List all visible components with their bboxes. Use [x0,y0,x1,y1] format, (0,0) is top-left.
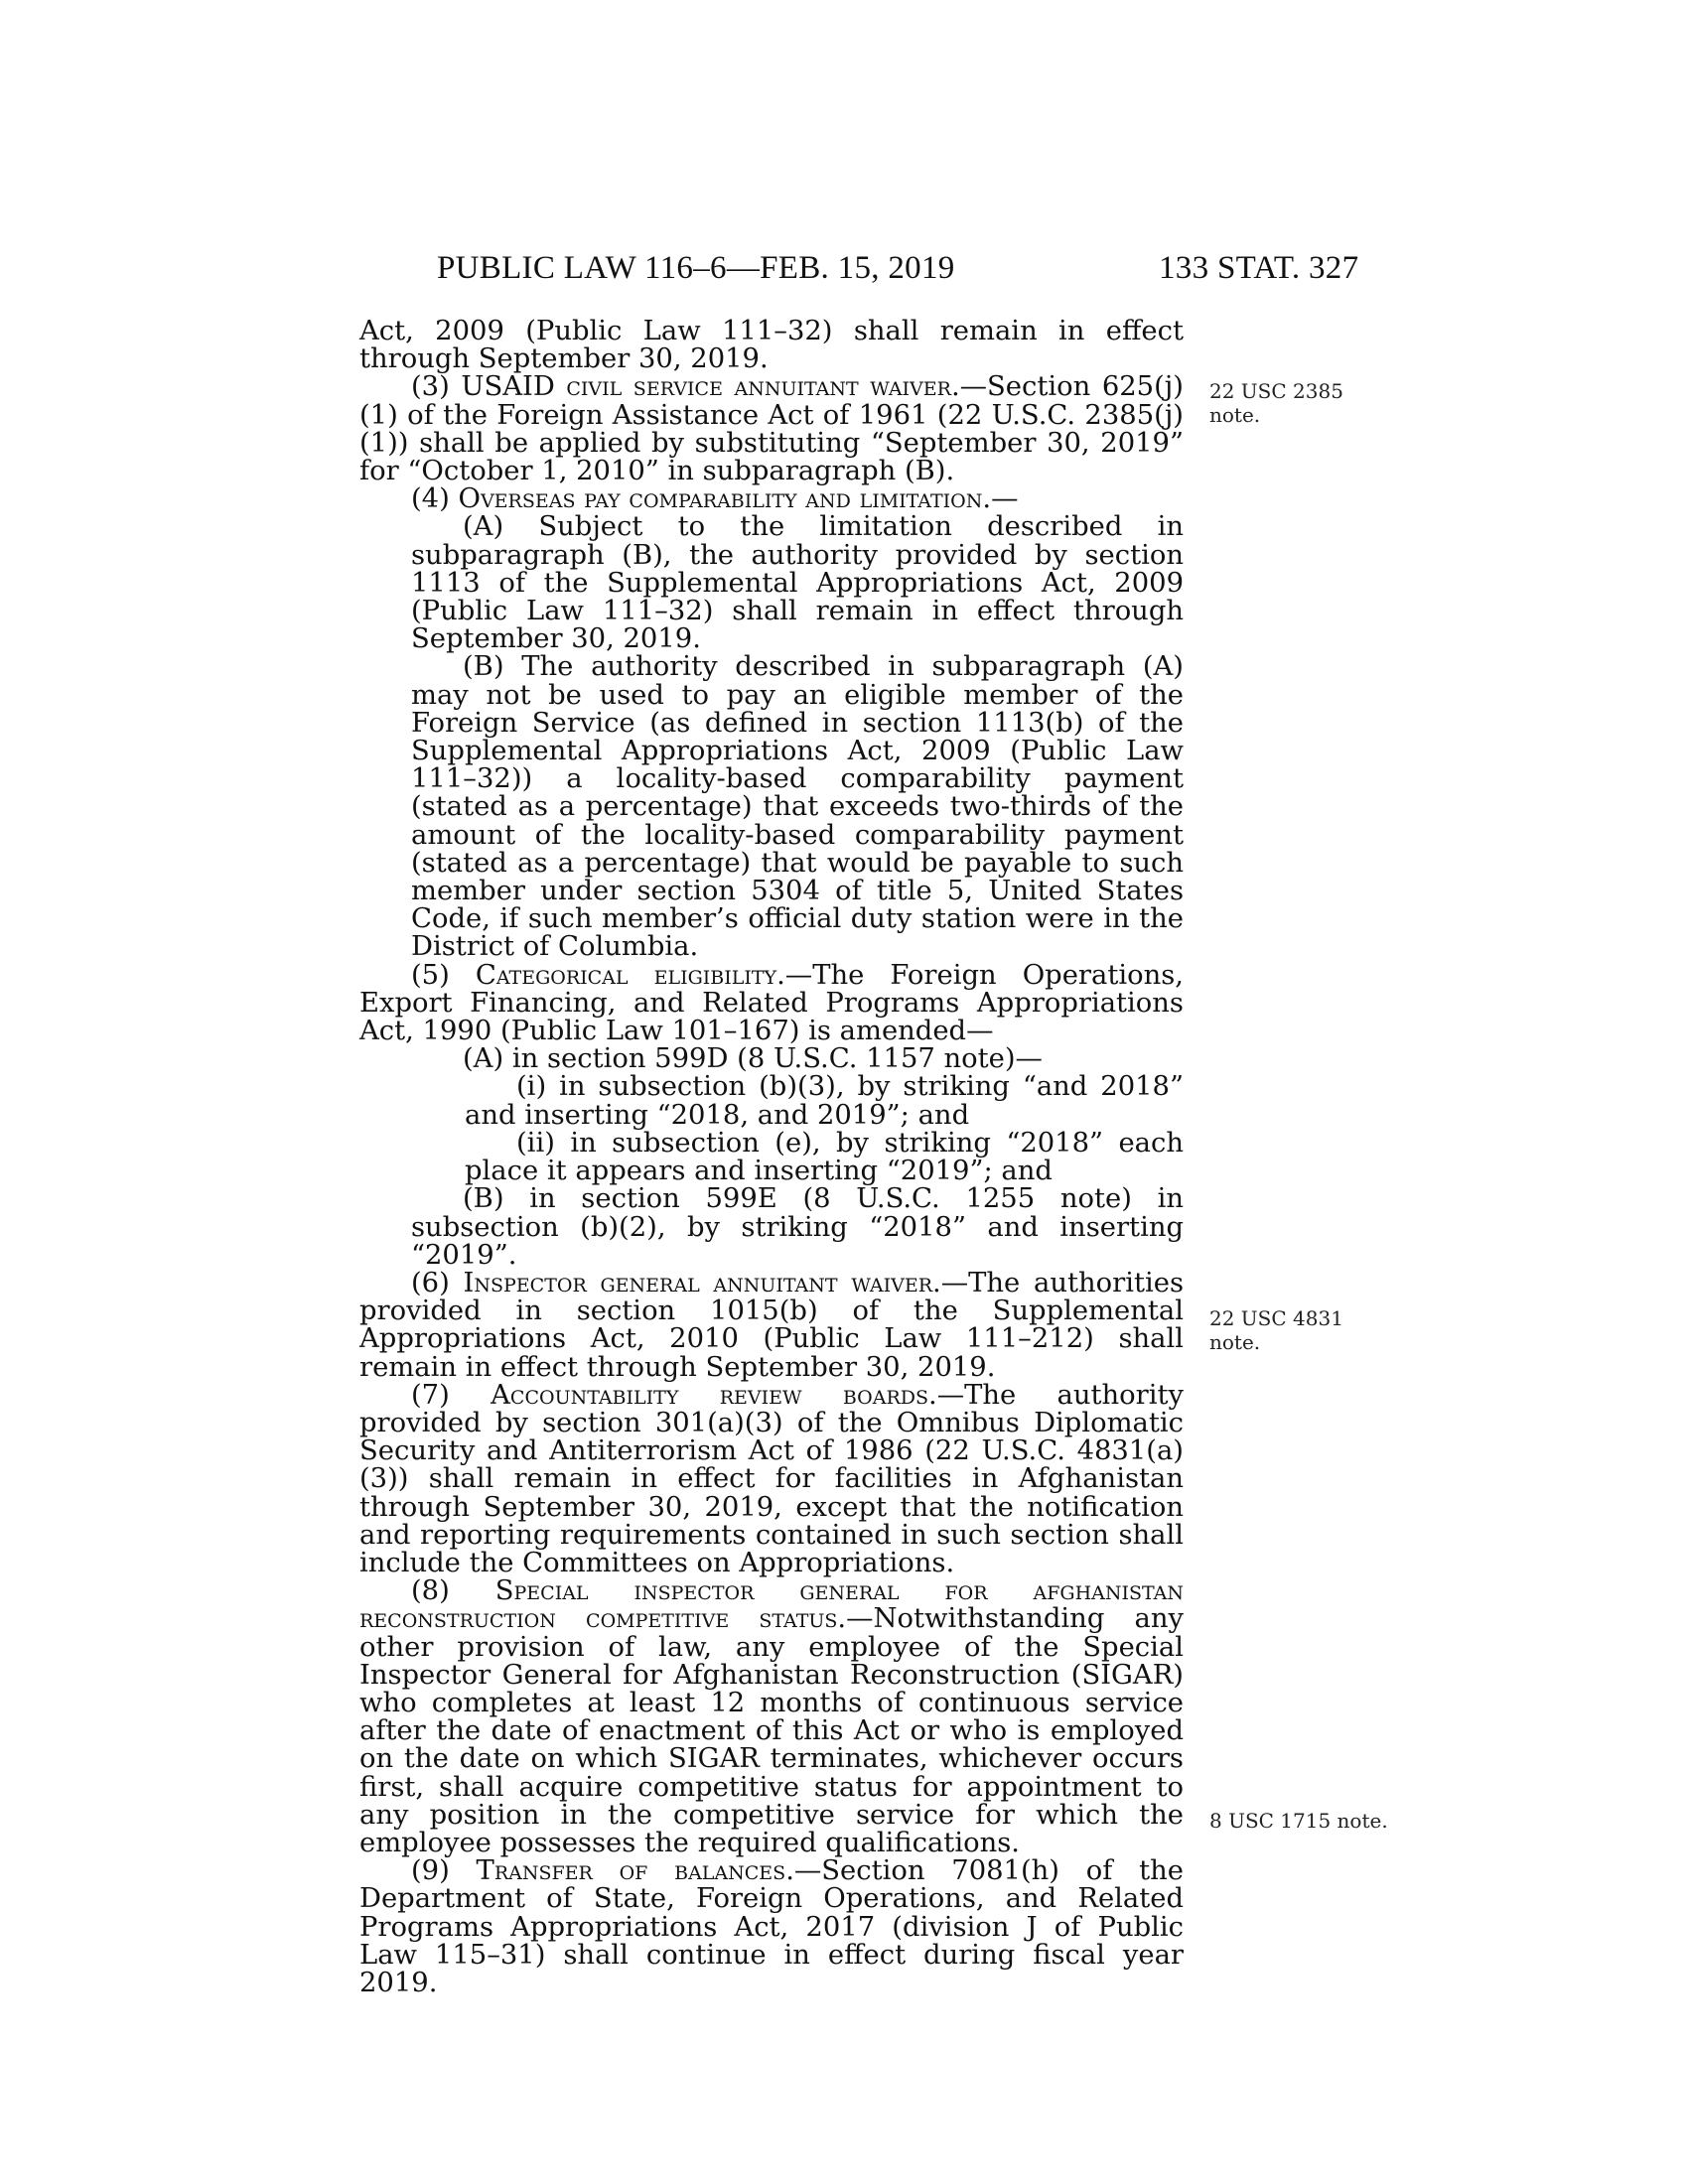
margin-note-suffix: note. [1209,1330,1261,1354]
paragraph-7-heading: (7) Accountability review boards. [411,1379,937,1411]
paragraph-3 [359,373,1184,485]
subparagraph-5b: (B) in section 599E (8 U.S.C. 1255 note) in subsection (b)(2), by striking “2018” and inserting “2019”. [411,1183,1184,1271]
margin-note-8-usc-1715: 8 USC 1715 note. [1209,1809,1388,1833]
paragraph-5-text: —The Foreign Operations, Export Financing, and Related Programs Appropriations Act, 1990 (Public Law 101–167) is amended— [359,959,1184,1047]
page-number-stat: 133 STAT. 327 [1159,250,1359,286]
paragraph-6-heading: (6) Inspector general annuitant waiver. [411,1267,941,1298]
clause-5a-i: (i) in subsection (b)(3), by striking “and 2018” and inserting “2018, and 2019”; and [465,1071,1184,1131]
paragraph-8-text: —Notwithstanding any other provision of law, any employee of the Special Inspector General for Afghanistan Reconstruction (SIGAR) who completes at least 12 months of continuous service after the date of enactment of this Act or who is employed on the date on which SIGAR terminates, whichever occurs first, shall acquire competitive status for appointment to any position in the competitive service for which the employee possesses the required qualifications. [359,1603,1184,1858]
margin-note-22-usc-2385 [1209,379,1343,427]
paragraph-9-text: —Section 7081(h) of the Department of State, Foreign Operations, and Related Programs Appropriations Act, 2017 (division J of Public Law 115–31) shall continue in effect during fiscal year 2019. [359,1855,1184,1998]
paragraph-4-dash: — [991,483,1019,515]
subparagraph-4b: (B) The authority described in subparagraph (A) may not be used to pay an eligible member of the Foreign Service (as defined in section 1113(b) of the Supplemental Appropriations Act, 2009 (Public Law 111–32)) a locality-based comparability payment (stated as a percentage) that exceeds two-thirds of the amount of the locality-based comparability payment (stated as a percentage) that would be payable to such member under section 5304 of title 5, United States Code, if such member’s official duty station were in the District of Columbia. [411,651,1184,963]
paragraph-8-heading: (8) Special inspector general for afghanistan reconstruction competitive status. [359,1575,1184,1635]
paragraph-6-text: —The authorities provided in section 1015(b) of the Supplemental Appropriations Act, 2010 (Public Law 111–212) shall remain in effect through September 30, 2019. [359,1267,1185,1383]
paragraph-4 [359,485,1184,513]
paragraph-7 [359,1379,1184,1578]
paragraph-7-text: —The authority provided by section 301(a)(3) of the Omnibus Diplomatic Security and Antiterrorism Act of 1986 (22 U.S.C. 4831(a)(3)) shall remain in effect for facilities in Afghanistan through September 30, 2019, except that the notification and reporting requirements contained in such section shall include the Committees on Appropriations. [359,1379,1184,1578]
subparagraph-4a: (A) Subject to the limitation described in subparagraph (B), the authority provided by section 1113 of the Supplemental Appropriations Act, 2009 (Public Law 111–32) shall remain in effect through September 30, 2019. [411,511,1184,655]
clause-5a-ii: (ii) in subsection (e), by striking “2018” each place it appears and inserting “2019”; and [465,1127,1184,1187]
paragraph-3-text: —Section 625(j)(1) of the Foreign Assistance Act of 1961 (22 U.S.C. 2385(j)(1)) shall be applied by substituting “September 30, 2019” for “October 1, 2010” in subparagraph (B). [359,371,1184,487]
margin-note-22-usc-4831 [1209,1306,1343,1354]
margin-note-citation: 22 USC 2385 [1209,379,1343,403]
paragraph-5-heading: (5) Categorical eligibility. [411,959,785,991]
paragraph-5 [359,959,1184,1047]
paragraph-4-heading: (4) Overseas pay comparability and limitation. [411,483,992,515]
paragraph-8 [359,1577,1184,1857]
margin-note-suffix: note. [1209,403,1261,427]
paragraph-9 [359,1857,1184,1997]
document-body [359,318,1184,1997]
running-header-title: PUBLIC LAW 116–6—FEB. 15, 2019 [437,250,955,286]
margin-note-citation: 22 USC 4831 [1209,1306,1343,1330]
paragraph-6 [359,1267,1185,1383]
paragraph-continuation: Act, 2009 (Public Law 111–32) shall remain in effect through September 30, 2019. [359,316,1184,375]
paragraph-3-heading: (3) USAID civil service annuitant waiver. [411,371,960,403]
paragraph-9-heading: (9) Transfer of balances. [411,1855,794,1887]
subparagraph-5a: (A) in section 599D (8 U.S.C. 1157 note)— [463,1043,1043,1075]
